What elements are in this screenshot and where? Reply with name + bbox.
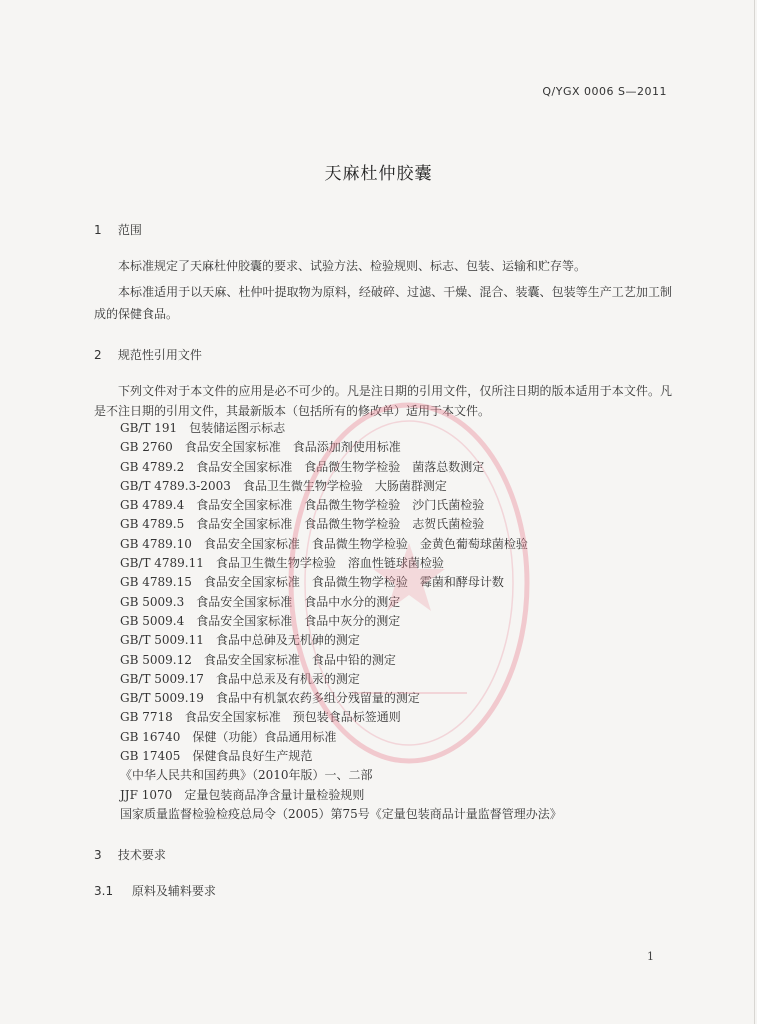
reference-title: 保健（功能）食品通用标准: [192, 729, 337, 744]
reference-title: 食品卫生微生物学检验 大肠菌群测定: [242, 478, 447, 493]
reference-title: 食品安全国家标准 食品中铅的测定: [203, 652, 396, 667]
reference-code: GB 4789.5: [120, 517, 185, 532]
section-3-heading: [94, 846, 166, 863]
reference-title: 食品安全国家标准 食品微生物学检验 金黄色葡萄球菌检验: [203, 536, 528, 551]
reference-title: 包装储运图示标志: [189, 421, 286, 435]
section-number: 1: [94, 223, 102, 237]
section-title: 技术要求: [117, 848, 166, 862]
section-1-paragraph-2: 本标准适用于以天麻、杜仲叶提取物为原料，经破碎、过滤、干燥、混合、装囊、包装等生产工艺加工制成的保健食品。: [94, 285, 672, 321]
reference-code: GB 4789.15: [120, 575, 192, 590]
reference-code: GB 5009.4: [120, 613, 185, 628]
subsection-number: 3.1: [94, 884, 114, 898]
reference-item: [120, 573, 562, 592]
reference-title: 食品安全国家标准 食品中灰分的测定: [196, 613, 401, 628]
subsection-3-1-heading: [94, 882, 216, 899]
section-1-heading: [94, 221, 142, 238]
reference-code: GB 4789.2: [120, 459, 185, 474]
reference-item: [120, 496, 562, 515]
reference-title: 保健食品良好生产规范: [192, 749, 313, 764]
reference-code: GB 4789.4: [120, 498, 185, 513]
reference-code: GB 2760: [120, 440, 173, 455]
section-2-intro: 下列文件对于本文件的应用是必不可少的。凡是注日期的引用文件，仅所注日期的版本适用于本文件。凡是不注日期的引用文件，其最新版本（包括所有的修改单）适用于本文件。: [94, 384, 672, 418]
reference-item: [120, 670, 562, 689]
reference-item: [120, 535, 562, 554]
reference-code: JJF 1070: [120, 787, 173, 802]
reference-title: 食品中总砷及无机砷的测定: [215, 633, 360, 648]
reference-code: GB/T 5009.17: [120, 671, 204, 686]
section-number: 2: [94, 348, 102, 362]
reference-item: [120, 786, 562, 805]
section-title: 范围: [117, 223, 142, 237]
reference-item: [120, 515, 562, 534]
reference-code: GB 5009.3: [120, 594, 185, 609]
reference-item: [120, 747, 562, 766]
reference-item: [120, 458, 562, 477]
reference-item: [120, 554, 562, 573]
reference-code: GB 4789.10: [120, 536, 192, 551]
reference-item: [120, 593, 562, 612]
reference-item: [120, 631, 562, 650]
reference-title: 食品中总汞及有机汞的测定: [215, 671, 360, 686]
reference-code: GB/T 5009.11: [120, 633, 204, 648]
reference-code: GB 5009.12: [120, 652, 192, 667]
scan-edge-line: [754, 0, 755, 1024]
reference-item: [120, 766, 562, 785]
reference-code: GB 16740: [120, 729, 181, 744]
reference-item: [120, 438, 562, 457]
reference-title: 食品中有机氯农药多组分残留量的测定: [215, 691, 420, 706]
page-title: 天麻杜仲胶囊: [324, 164, 433, 184]
reference-title: 《中华人民共和国药典》（2010年版）一、二部: [120, 768, 373, 783]
reference-item: [120, 805, 562, 824]
reference-item: [120, 689, 562, 708]
reference-code: GB/T 191: [120, 421, 178, 435]
reference-code: GB/T 4789.11: [120, 556, 204, 571]
standard-code: Q/YGX 0006 S—2011: [542, 85, 667, 98]
subsection-title: 原料及辅料要求: [131, 884, 216, 898]
reference-title: 食品安全国家标准 食品微生物学检验 沙门氏菌检验: [196, 498, 485, 513]
reference-code: GB 7718: [120, 710, 173, 725]
reference-item: [120, 477, 562, 496]
reference-list: [120, 419, 562, 824]
section-number: 3: [94, 848, 102, 862]
reference-code: GB/T 4789.3-2003: [120, 478, 231, 493]
section-2-heading: [94, 346, 202, 363]
reference-code: GB 17405: [120, 749, 181, 764]
reference-title: 食品安全国家标准 食品微生物学检验 霉菌和酵母计数: [203, 575, 504, 590]
reference-title: 食品卫生微生物学检验 溶血性链球菌检验: [215, 556, 444, 571]
section-title: 规范性引用文件: [117, 348, 202, 362]
page-number: 1: [647, 950, 654, 963]
reference-item: [120, 728, 562, 747]
section-1-paragraph-1: 本标准规定了天麻杜仲胶囊的要求、试验方法、检验规则、标志、包装、运输和贮存等。: [118, 259, 587, 273]
reference-item: [120, 708, 562, 727]
reference-title: 食品安全国家标准 食品微生物学检验 菌落总数测定: [196, 459, 485, 474]
reference-item: [120, 419, 562, 438]
reference-title: 食品安全国家标准 食品微生物学检验 志贺氏菌检验: [196, 517, 485, 532]
reference-title: 国家质量监督检验检疫总局令（2005）第75号《定量包装商品计量监督管理办法》: [120, 806, 562, 821]
reference-title: 食品安全国家标准 食品添加剂使用标准: [184, 440, 401, 455]
reference-item: [120, 612, 562, 631]
reference-title: 食品安全国家标准 食品中水分的测定: [196, 594, 401, 609]
reference-item: [120, 651, 562, 670]
reference-title: 食品安全国家标准 预包装食品标签通则: [184, 710, 401, 725]
reference-title: 定量包装商品净含量计量检验规则: [184, 787, 365, 802]
reference-code: GB/T 5009.19: [120, 691, 204, 706]
